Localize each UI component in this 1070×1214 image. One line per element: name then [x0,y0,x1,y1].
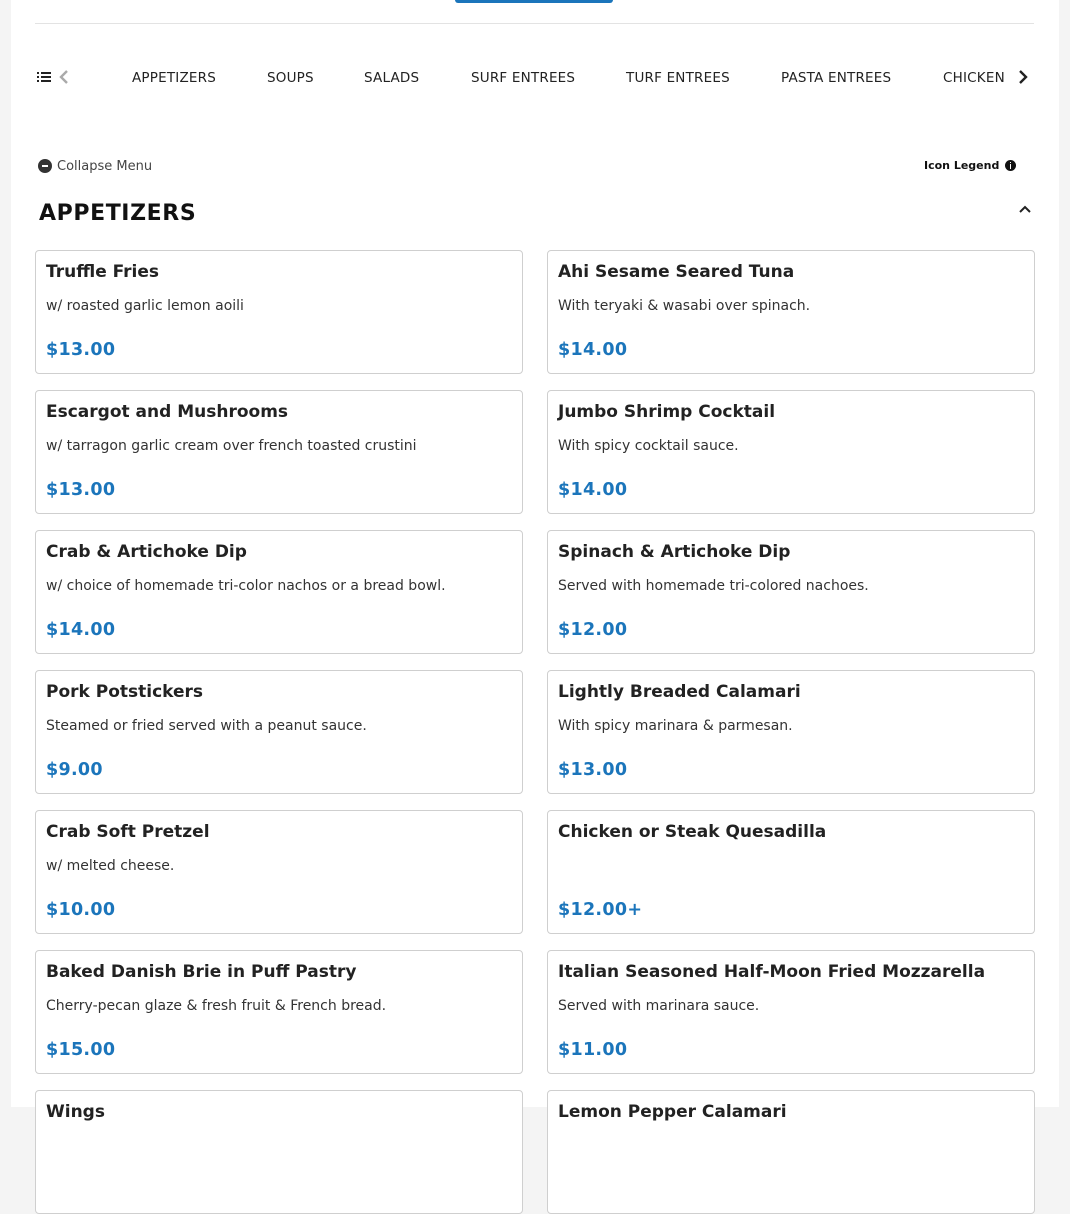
tab-track [85,60,1005,96]
menu-item-description: With spicy marinara & parmesan. [558,718,793,734]
menu-item-price: $13.00 [558,760,628,780]
menu-item-card[interactable] [35,1090,523,1214]
menu-item-price: $13.00 [46,480,116,500]
minus-circle-icon [38,159,52,173]
menu-item-price: $9.00 [46,760,103,780]
icon-legend-label: Icon Legend [924,158,1000,172]
tab-appetizers[interactable]: APPETIZERS [132,70,217,86]
menu-item-card[interactable] [547,390,1035,514]
menu-item-card[interactable] [35,530,523,654]
menu-item-card[interactable] [35,670,523,794]
menu-page [11,0,1059,1122]
menu-item-card[interactable] [35,950,523,1074]
menu-item-description: Steamed or fried served with a peanut sauce. [46,718,367,734]
tab-salads[interactable]: SALADS [364,70,420,86]
menu-item-name: Wings [46,1102,105,1122]
menu-item-name: Chicken or Steak Quesadilla [558,822,827,842]
menu-item-price: $12.00 [558,620,628,640]
tab-chicken[interactable]: CHICKEN [943,70,1005,86]
chevron-right-icon[interactable] [1017,69,1029,85]
menu-item-name: Lightly Breaded Calamari [558,682,801,702]
menu-item-name: Italian Seasoned Half-Moon Fried Mozzarella [558,962,986,982]
info-icon [1005,160,1016,171]
menu-item-card[interactable] [547,950,1035,1074]
menu-item-description: w/ melted cheese. [46,858,175,874]
menu-item-name: Escargot and Mushrooms [46,402,289,422]
menu-item-description: With spicy cocktail sauce. [558,438,739,454]
menu-item-price: $13.00 [46,340,116,360]
section-title: APPETIZERS [39,201,197,226]
menu-item-description: w/ roasted garlic lemon aoili [46,298,244,314]
menu-item-name: Truffle Fries [46,262,160,282]
menu-item-description: Served with marinara sauce. [558,998,760,1014]
menu-item-description: With teryaki & wasabi over spinach. [558,298,811,314]
menu-item-card[interactable] [547,670,1035,794]
tab-pasta-entrees[interactable]: PASTA ENTREES [781,70,892,86]
menu-item-description: w/ tarragon garlic cream over french toasted crustini [46,438,417,454]
menu-item-card[interactable] [35,810,523,934]
menu-item-price: $14.00 [46,620,116,640]
menu-item-price: $15.00 [46,1040,116,1060]
menu-item-price: $12.00+ [558,900,643,920]
top-bar [35,0,1034,24]
menu-item-name: Spinach & Artichoke Dip [558,542,791,562]
menu-item-price: $11.00 [558,1040,628,1060]
tab-soups[interactable]: SOUPS [267,70,314,86]
menu-item-name: Ahi Sesame Seared Tuna [558,262,795,282]
menu-item-price: $14.00 [558,340,628,360]
menu-item-card[interactable] [35,390,523,514]
menu-item-name: Jumbo Shrimp Cocktail [558,402,776,422]
menu-item-card[interactable] [547,530,1035,654]
order-button[interactable] [455,0,613,3]
menu-item-card[interactable] [547,1090,1035,1214]
tab-turf-entrees[interactable]: TURF ENTREES [626,70,730,86]
category-tabs [35,60,1034,96]
icon-legend-button[interactable] [924,157,1016,173]
menu-item-description: Cherry-pecan glaze & fresh fruit & French bread. [46,998,387,1014]
menu-item-card[interactable] [547,250,1035,374]
menu-item-description: Served with homemade tri-colored nachoes. [558,578,869,594]
menu-item-grid [35,250,1034,1214]
menu-item-description: w/ choice of homemade tri-color nachos or a bread bowl. [46,578,446,594]
chevron-left-icon[interactable] [58,69,70,85]
menu-item-name: Lemon Pepper Calamari [558,1102,787,1122]
collapse-menu-button[interactable] [38,157,152,175]
menu-item-name: Baked Danish Brie in Puff Pastry [46,962,357,982]
menu-item-name: Crab Soft Pretzel [46,822,210,842]
chevron-up-icon[interactable] [1018,202,1032,216]
collapse-menu-label: Collapse Menu [57,158,153,174]
menu-item-name: Pork Potstickers [46,682,204,702]
tab-surf-entrees[interactable]: SURF ENTREES [471,70,576,86]
menu-item-name: Crab & Artichoke Dip [46,542,247,562]
menu-item-card[interactable] [547,810,1035,934]
menu-item-price: $10.00 [46,900,116,920]
menu-item-price: $14.00 [558,480,628,500]
menu-item-card[interactable] [35,250,523,374]
list-icon[interactable] [37,70,51,84]
